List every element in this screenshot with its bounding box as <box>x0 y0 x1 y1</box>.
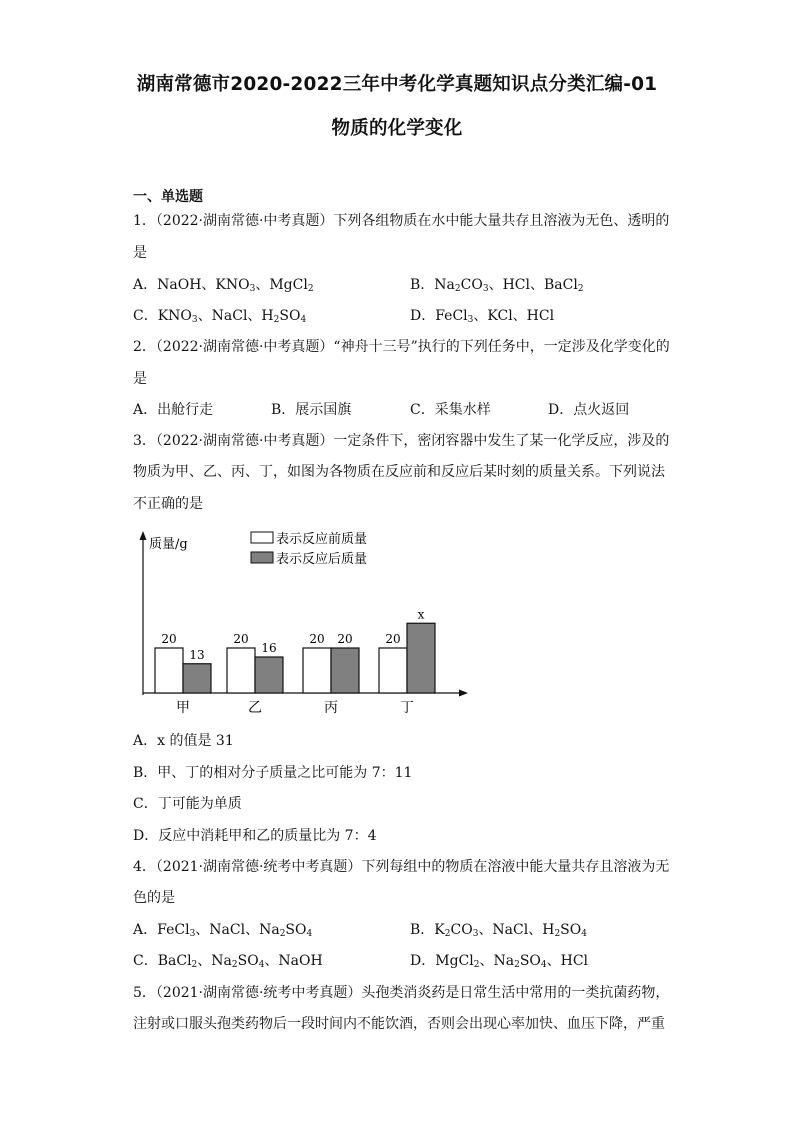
q2-option-b: B．展示国旗 <box>271 402 352 418</box>
formula-subscript: 3 <box>189 929 196 939</box>
formula-text: BaCl <box>157 953 192 969</box>
option-label: D． <box>410 308 436 324</box>
formula-subscript: 3 <box>482 284 489 294</box>
option-label: A． <box>133 277 158 293</box>
bar-after-3 <box>407 623 435 693</box>
bar-value-label: 13 <box>189 647 205 662</box>
formula-subscript: 3 <box>191 315 198 325</box>
category-label: 甲 <box>176 700 190 716</box>
document-title-line1: 湖南常德市2020-2022三年中考化学真题知识点分类汇编-01 <box>136 74 658 95</box>
formula-text: FeCl <box>157 922 190 938</box>
formula-text: MgCl <box>435 953 474 969</box>
formula-subscript: 2 <box>454 284 461 294</box>
formula-text: 、MgCl <box>255 277 308 293</box>
q5-stem-line1: 5．（2021·湖南常德·统考中考真题）头孢类消炎药是日常生活中常用的一类抗菌药物， <box>133 985 670 1001</box>
formula-text: 、HCl、BaCl <box>488 277 578 293</box>
formula-subscript: 2 <box>554 929 561 939</box>
q5-stem-line2: 注射或口服头孢类药物后一段时间内不能饮酒，否则会出现心率加快、血压下降，严重 <box>133 1016 665 1032</box>
bar-value-label: 16 <box>261 641 277 655</box>
bar-before-2 <box>303 648 331 693</box>
q3-stem-line3: 不正确的是 <box>133 496 203 512</box>
q2-option-a: A．出舱行走 <box>133 402 214 418</box>
legend-swatch <box>251 552 273 563</box>
option-label: D． <box>410 953 436 969</box>
formula-subscript: 4 <box>540 960 547 970</box>
q3-option-a: A．x 的值是 31 <box>133 733 234 749</box>
q3-option-c: C．丁可能为单质 <box>133 796 242 812</box>
formula-text: SO <box>285 922 307 938</box>
q3-option-d: D．反应中消耗甲和乙的质量比为 7：4 <box>133 828 377 844</box>
formula-text: Na <box>434 277 455 293</box>
formula-text: 、KCl、HCl <box>473 308 555 324</box>
bar-value-label: 20 <box>309 632 325 646</box>
option-label: B． <box>410 922 435 938</box>
bar-before-1 <box>227 648 255 693</box>
formula-subscript: 4 <box>581 929 587 939</box>
formula-text: SO <box>237 953 259 969</box>
bar-before-0 <box>155 648 183 693</box>
q2-stem-line2: 是 <box>133 371 147 387</box>
q1-option-a <box>133 275 314 295</box>
formula-text: NaOH、KNO <box>157 277 250 293</box>
q4-option-c <box>133 951 323 971</box>
legend-swatch <box>251 532 273 543</box>
mass-bar-chart <box>120 525 480 720</box>
q4-option-d <box>410 951 588 971</box>
q1-stem-line1: 1．（2022·湖南常德·中考真题）下列各组物质在水中能大量共存且溶液为无色、透明的 <box>133 213 670 229</box>
q3-option-b: B．甲、丁的相对分子质量之比可能为 7：11 <box>133 765 413 781</box>
bar-value-label: 20 <box>385 632 401 646</box>
formula-subscript: 3 <box>249 284 256 294</box>
formula-subscript: 2 <box>231 960 238 970</box>
formula-text: CO <box>460 277 483 293</box>
bar-after-2 <box>331 648 359 693</box>
formula-text: SO <box>560 922 582 938</box>
q2-option-d: D．点火返回 <box>548 402 630 418</box>
category-label: 丙 <box>324 700 338 716</box>
q4-option-a <box>133 920 312 940</box>
document-title-line2: 物质的化学变化 <box>331 118 463 139</box>
formula-subscript: 3 <box>472 929 479 939</box>
formula-text: KNO <box>157 308 192 324</box>
formula-text: 、HCl <box>546 953 589 969</box>
chart-legend <box>251 531 367 567</box>
category-label: 丁 <box>400 700 414 716</box>
q1-stem-line2: 是 <box>133 245 147 261</box>
formula-subscript: 4 <box>306 929 313 939</box>
q1-option-b <box>410 275 584 295</box>
q1-option-d <box>410 306 554 326</box>
formula-text: 、Na <box>197 953 232 969</box>
q4-stem-line2: 色的是 <box>133 890 175 906</box>
formula-subscript: 2 <box>444 929 451 939</box>
formula-subscript: 4 <box>300 315 307 325</box>
legend-label: 表示反应后质量 <box>276 552 368 567</box>
bar-value-label: x <box>417 607 425 622</box>
formula-text: 、Na <box>479 953 515 969</box>
bar-value-label: 20 <box>233 632 249 646</box>
formula-text: 、NaCl、H <box>478 922 555 938</box>
formula-subscript: 2 <box>473 960 480 970</box>
formula-text: 、NaOH <box>264 953 323 969</box>
formula-text: 、NaCl、H <box>197 308 274 324</box>
formula-text: SO <box>279 308 301 324</box>
formula-subscript: 2 <box>191 960 198 970</box>
bar-after-1 <box>255 657 283 693</box>
formula-subscript: 2 <box>514 960 520 970</box>
formula-subscript: 2 <box>577 284 584 294</box>
bar-value-label: 20 <box>337 632 353 646</box>
formula-text: K <box>434 922 445 938</box>
formula-subscript: 3 <box>467 315 474 325</box>
chart-y-axis-label: 质量/g <box>149 537 188 552</box>
formula-text: SO <box>519 953 541 969</box>
chart-category-labels <box>176 700 414 716</box>
q2-stem-line1: 2．（2022·湖南常德·中考真题）“神舟十三号”执行的下列任务中，一定涉及化学变化的 <box>133 339 670 355</box>
option-label: C． <box>133 308 158 324</box>
category-label: 乙 <box>248 700 262 716</box>
q3-stem-line2: 物质为甲、乙、丙、丁，如图为各物质在反应前和反应后某时刻的质量关系。下列说法 <box>133 464 665 480</box>
q2-option-c: C．采集水样 <box>410 402 491 418</box>
formula-text: FeCl <box>435 308 468 324</box>
formula-subscript: 2 <box>307 284 314 294</box>
bar-after-0 <box>183 664 211 693</box>
option-label: C． <box>133 953 158 969</box>
q4-stem-line1: 4．（2021·湖南常德·统考中考真题）下列每组中的物质在溶液中能大量共存且溶液为无 <box>133 859 670 875</box>
formula-text: CO <box>450 922 473 938</box>
bar-value-label: 20 <box>161 632 177 646</box>
section-heading: 一、单选题 <box>133 189 203 205</box>
formula-subscript: 4 <box>258 960 265 970</box>
option-label: A． <box>133 922 158 938</box>
q1-option-c <box>133 306 306 326</box>
chart-bars <box>155 607 435 693</box>
formula-text: 、NaCl、Na <box>195 922 280 938</box>
formula-subscript: 2 <box>273 315 280 325</box>
q4-option-b <box>410 920 587 940</box>
formula-subscript: 2 <box>279 929 286 939</box>
bar-before-3 <box>379 648 407 693</box>
q3-stem-line1: 3．（2022·湖南常德·中考真题）一定条件下，密闭容器中发生了某一化学反应，涉及的 <box>133 433 670 449</box>
option-label: B． <box>410 277 435 293</box>
legend-label: 表示反应前质量 <box>276 532 368 547</box>
